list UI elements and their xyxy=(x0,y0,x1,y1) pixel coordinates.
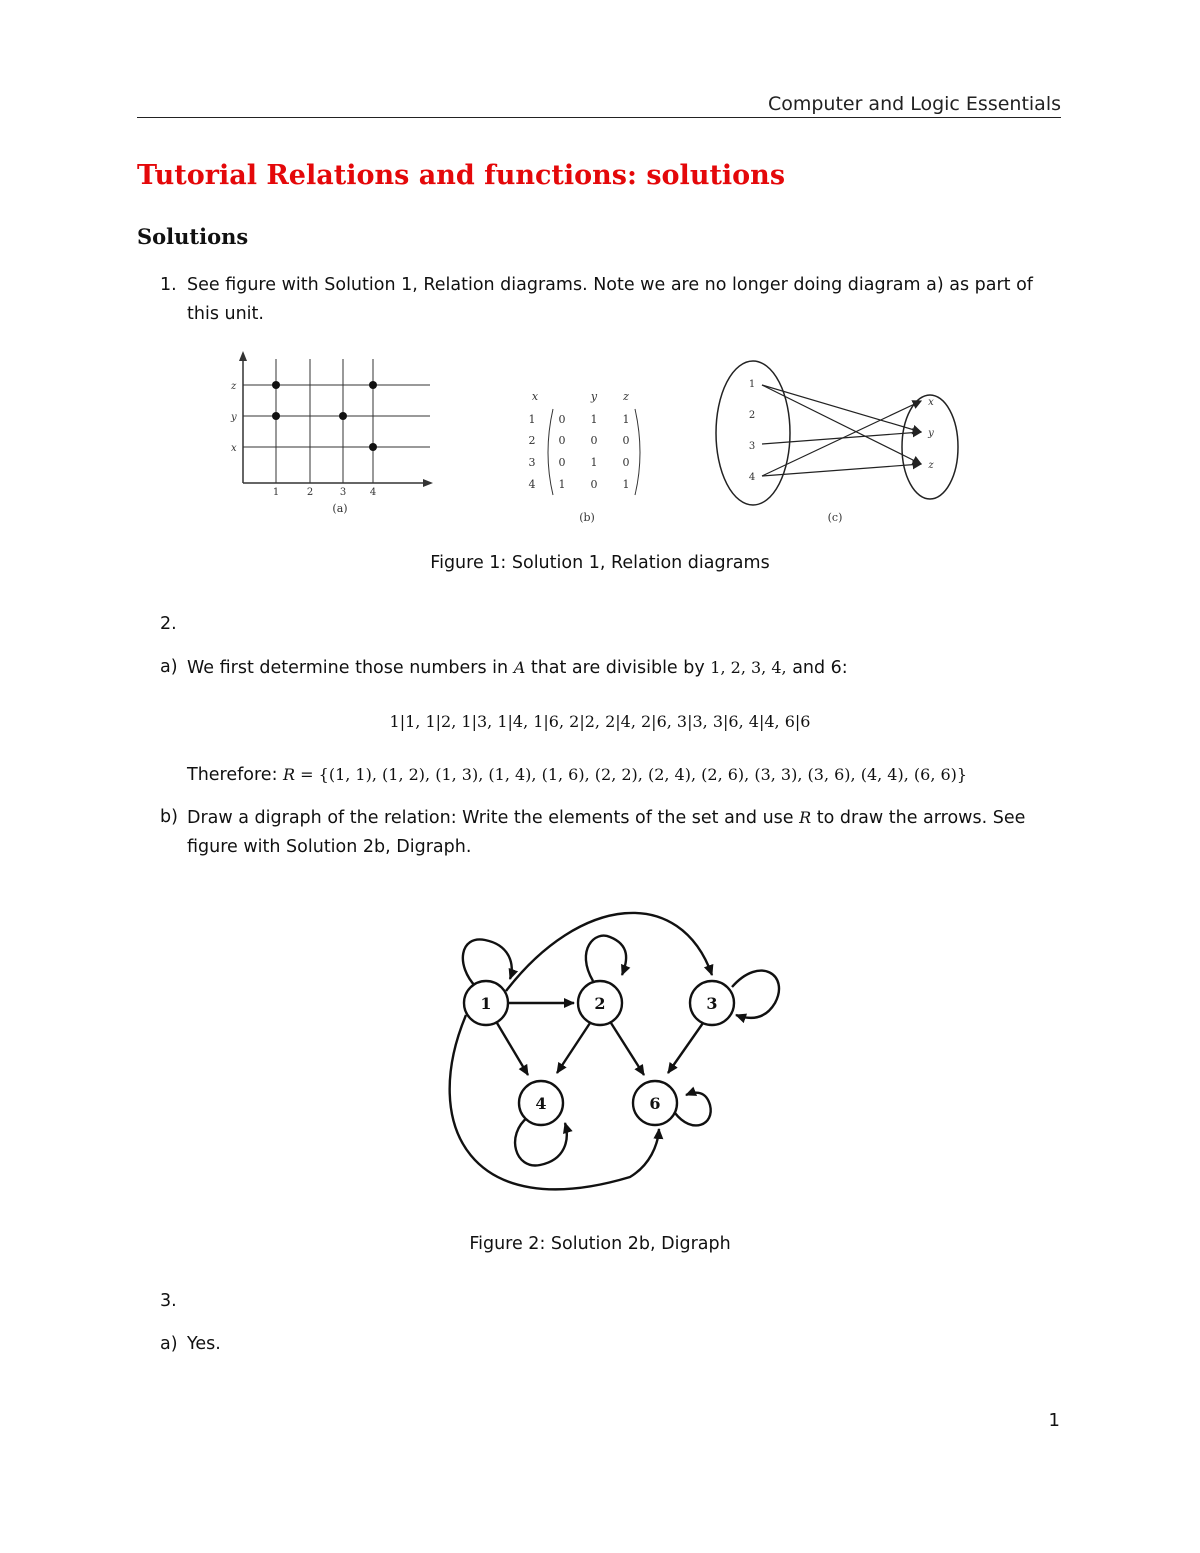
panel-b-label: (b) xyxy=(579,511,595,524)
point-1-z xyxy=(272,381,280,389)
panel-a-label: (a) xyxy=(332,502,348,515)
q2-number: 2. xyxy=(160,614,177,634)
point-1-y xyxy=(272,412,280,420)
matrix-row-label: 3 xyxy=(528,456,536,469)
divisibility-list: 1|1, 1|2, 1|3, 1|4, 1|6, 2|2, 2|4, 2|6, 3|3, 3|6, 4|4, 6|6 xyxy=(389,712,811,731)
codomain-element: y xyxy=(928,428,934,439)
node-label-2: 2 xyxy=(594,994,606,1013)
q2a-text-mid: that are divisible by xyxy=(525,658,711,678)
panel-a-ylabel: y xyxy=(231,412,237,423)
header-rule xyxy=(137,117,1061,118)
q2b-text-before: Draw a digraph of the relation: Write the elements of the set and use xyxy=(187,808,800,828)
section-heading: Solutions xyxy=(137,224,249,249)
q1-text: See figure with Solution 1, Relation diagrams. Note we are no longer doing diagram a) as part of this unit. xyxy=(187,275,1033,324)
q2a-text-before: We first determine those numbers in xyxy=(187,658,514,678)
matrix-cell: 0 xyxy=(590,478,598,491)
matrix-col-header: y xyxy=(590,390,598,403)
panel-c-label: (c) xyxy=(827,511,843,524)
codomain-element: z xyxy=(928,460,934,471)
matrix-cell: 1 xyxy=(558,478,566,491)
matrix-cell: 1 xyxy=(590,413,598,426)
q2b-text xyxy=(187,803,1067,862)
page-title: Tutorial Relations and functions: solutions xyxy=(137,160,786,191)
relation-set: = {(1, 1), (1, 2), (1, 3), (1, 4), (1, 6), (2, 2), (2, 4), (2, 6), (3, 3), (3, 6), (4, 4), (6, 6)} xyxy=(295,765,968,784)
q3a-text: Yes. xyxy=(187,1334,221,1354)
panel-a-ylabel: z xyxy=(231,381,237,392)
question-1 xyxy=(0,271,1200,331)
matrix-cell: 1 xyxy=(622,478,630,491)
panel-b-matrix xyxy=(529,390,630,524)
matrix-cell: 0 xyxy=(622,456,630,469)
matrix-col-header: z xyxy=(623,390,629,403)
panel-a-xlabel: 1 xyxy=(272,487,280,498)
figure-2-caption: Figure 2: Solution 2b, Digraph xyxy=(469,1234,731,1254)
digraph-edges xyxy=(450,913,779,1189)
panel-a-xlabel: 2 xyxy=(306,487,314,498)
panel-a-ylabel: x xyxy=(231,443,237,454)
domain-element: 4 xyxy=(748,472,756,483)
codomain-element: x xyxy=(928,397,934,408)
figure-1-caption: Figure 1: Solution 1, Relation diagrams xyxy=(430,553,770,573)
relation-var: R xyxy=(283,765,296,784)
point-4-z xyxy=(369,381,377,389)
q2a-text xyxy=(187,653,1067,683)
matrix-cell: 0 xyxy=(622,434,630,447)
q3-part-a xyxy=(0,1330,1200,1360)
running-header: Computer and Logic Essentials xyxy=(767,93,1061,115)
figure-2-digraph xyxy=(430,895,800,1215)
set-a: A xyxy=(513,658,526,677)
q2b-text-after: to draw the arrows. See figure with Solution 2b, Digraph. xyxy=(187,808,1026,857)
matrix-row-label: 1 xyxy=(528,413,536,426)
q1-number: 1. xyxy=(160,275,177,295)
q3-number: 3. xyxy=(160,1291,177,1311)
matrix-cell: 1 xyxy=(590,456,598,469)
node-label-4: 4 xyxy=(535,1094,547,1113)
point-3-y xyxy=(339,412,347,420)
relation-result xyxy=(187,760,1087,790)
domain-element: 2 xyxy=(748,410,756,421)
matrix-cell: 0 xyxy=(558,413,566,426)
panel-a-xlabel: 4 xyxy=(369,487,377,498)
matrix-cell: 1 xyxy=(622,413,630,426)
q2b-label: b) xyxy=(160,807,178,827)
relation-var: R xyxy=(799,808,812,827)
figure-1 xyxy=(215,345,975,530)
panel-a-xlabel: 3 xyxy=(339,487,347,498)
point-4-x xyxy=(369,443,377,451)
domain-element: 1 xyxy=(748,379,756,390)
panel-a-grid xyxy=(239,351,433,487)
node-label-6: 6 xyxy=(649,1094,661,1113)
page-number: 1 xyxy=(1048,1410,1060,1431)
matrix-col-header: x xyxy=(531,390,539,403)
q2-part-a xyxy=(0,653,1200,683)
matrix-row-label: 4 xyxy=(528,478,536,491)
divisor-list: 1, 2, 3, 4, xyxy=(710,658,787,677)
domain-element: 3 xyxy=(748,441,756,452)
therefore-label: Therefore: xyxy=(187,765,284,785)
matrix-cell: 0 xyxy=(558,434,566,447)
q2a-label: a) xyxy=(160,657,178,677)
q2-part-b xyxy=(0,803,1200,863)
matrix-row-label: 2 xyxy=(528,434,536,447)
q2a-text-end: and 6: xyxy=(786,658,848,678)
matrix-cell: 0 xyxy=(558,456,566,469)
node-label-3: 3 xyxy=(706,994,718,1013)
matrix-cell: 0 xyxy=(590,434,598,447)
node-label-1: 1 xyxy=(480,994,492,1013)
q3a-label: a) xyxy=(160,1334,178,1354)
